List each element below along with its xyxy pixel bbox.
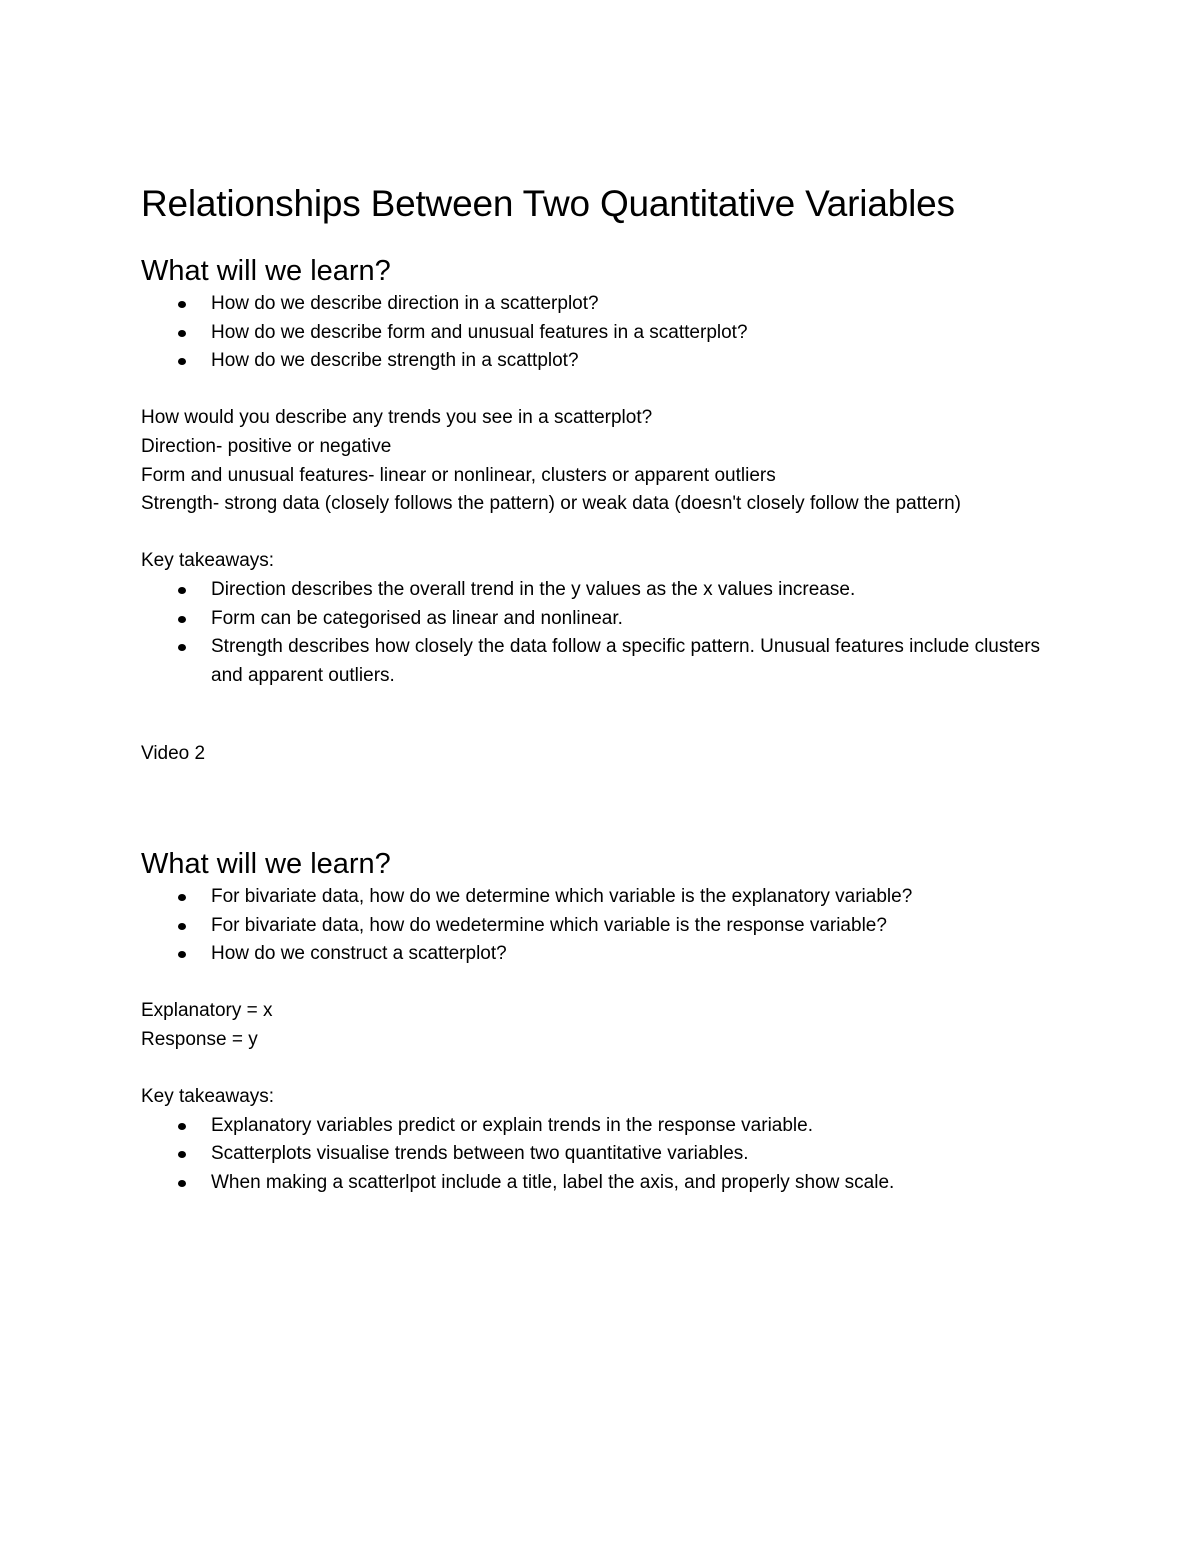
takeaway-text: When making a scatterlpot include a title, label the axis, and properly show scale. xyxy=(211,1171,895,1193)
bullet-text: How do we construct a scatterplot? xyxy=(211,943,507,965)
bullet-text: How do we describe form and unusual features in a scatterplot? xyxy=(211,321,748,343)
bullet-dot-icon xyxy=(178,951,186,958)
section1-bullet-item xyxy=(141,290,1061,319)
takeaway-item xyxy=(141,576,1061,605)
bullet-dot-icon xyxy=(178,330,186,337)
bullet-dot-icon xyxy=(178,1180,186,1187)
bullet-dot-icon xyxy=(178,587,186,594)
takeaway-item xyxy=(141,605,1061,634)
section2-bullet-item xyxy=(141,912,1061,941)
bullet-dot-icon xyxy=(178,616,186,623)
section1-takeaways-list xyxy=(141,576,1061,690)
document-page xyxy=(141,180,1061,1197)
section2-bullet-item xyxy=(141,883,1061,912)
section2-takeaways-list xyxy=(141,1112,1061,1198)
takeaway-item xyxy=(141,1140,1061,1169)
section2-paragraph: Response = y xyxy=(141,1028,258,1050)
takeaway-text: Explanatory variables predict or explain trends in the response variable. xyxy=(211,1114,813,1136)
takeaway-item xyxy=(141,1112,1061,1141)
document-title: Relationships Between Two Quantitative Variables xyxy=(141,183,955,224)
bullet-dot-icon xyxy=(178,301,186,308)
takeaway-text: Form can be categorised as linear and nonlinear. xyxy=(211,607,623,629)
section2-bullet-list xyxy=(141,883,1061,969)
bullet-dot-icon xyxy=(178,923,186,930)
section1-bullet-item xyxy=(141,347,1061,376)
bullet-text: For bivariate data, how do wedetermine which variable is the response variable? xyxy=(211,914,887,936)
section1-paragraph: Form and unusual features- linear or nonlinear, clusters or apparent outliers xyxy=(141,464,776,486)
bullet-dot-icon xyxy=(178,1151,186,1158)
video-label: Video 2 xyxy=(141,743,206,765)
section2-bullet-item xyxy=(141,940,1061,969)
bullet-dot-icon xyxy=(178,358,186,365)
section1-paragraph: How would you describe any trends you see in a scatterplot? xyxy=(141,407,653,429)
section1-bullet-list xyxy=(141,290,1061,376)
bullet-text: How do we describe direction in a scatterplot? xyxy=(211,293,599,314)
takeaway-text: Direction describes the overall trend in the y values as the x values increase. xyxy=(211,578,856,600)
bullet-text: For bivariate data, how do we determine which variable is the explanatory variable? xyxy=(211,885,913,907)
section1-takeaways-label: Key takeaways: xyxy=(141,550,275,572)
bullet-text: How do we describe strength in a scattplot? xyxy=(211,350,579,372)
section2-takeaways-label: Key takeaways: xyxy=(141,1086,275,1108)
section2-paragraph: Explanatory = x xyxy=(141,1000,273,1022)
section1-bullet-item xyxy=(141,319,1061,348)
takeaway-text: Scatterplots visualise trends between two quantitative variables. xyxy=(211,1143,749,1165)
takeaway-item xyxy=(141,633,1061,690)
takeaway-text: Strength describes how closely the data follow a specific pattern. Unusual features include clusters and apparent outliers. xyxy=(211,636,1041,686)
section1-paragraph: Strength- strong data (closely follows the pattern) or weak data (doesn't closely follow the pattern) xyxy=(141,493,961,515)
section1-heading: What will we learn? xyxy=(141,255,391,287)
takeaway-item xyxy=(141,1169,1061,1198)
section1-paragraph: Direction- positive or negative xyxy=(141,435,392,457)
bullet-dot-icon xyxy=(178,1123,186,1130)
bullet-dot-icon xyxy=(178,894,186,901)
section2-heading: What will we learn? xyxy=(141,847,391,880)
bullet-dot-icon xyxy=(178,644,186,651)
